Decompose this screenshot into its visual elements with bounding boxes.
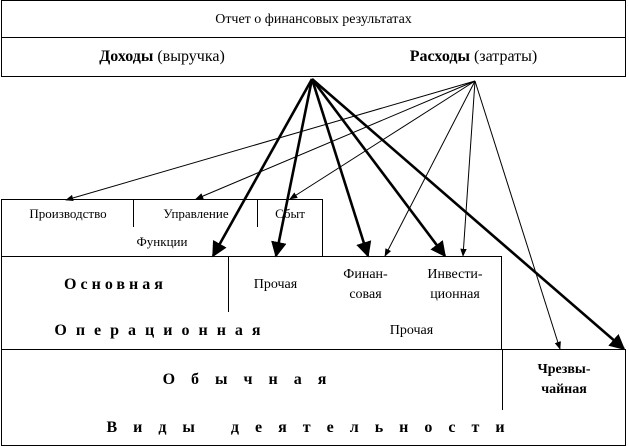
arrow-income-extraordinary bbox=[312, 79, 624, 349]
activity-extraordinary-l2: чайная bbox=[541, 382, 587, 397]
arrow-expense-financial bbox=[385, 81, 475, 256]
arrow-expense-extraordinary bbox=[475, 81, 560, 349]
function-sales-label: Сбыт bbox=[275, 205, 305, 221]
activity-types-label: Виды деятельности bbox=[106, 418, 521, 436]
function-production-label: Производство bbox=[29, 205, 107, 221]
arrow-income-other-operational bbox=[276, 79, 312, 256]
activity-ordinary-label: Обычная bbox=[162, 371, 343, 388]
arrow-income-investment bbox=[312, 79, 445, 256]
expense-sub: (затраты) bbox=[473, 48, 538, 65]
activity-financial-l1: Финан- bbox=[343, 266, 388, 282]
activity-other-fin-inv-label: Прочая bbox=[389, 322, 434, 338]
income-sub: (выручка) bbox=[157, 48, 225, 65]
expense-main: Расходы bbox=[409, 48, 470, 65]
activity-operational-label: Операционная bbox=[54, 321, 270, 339]
arrow-expense-production bbox=[66, 81, 475, 200]
function-management-label: Управление bbox=[163, 205, 229, 221]
income-main: Доходы bbox=[99, 48, 154, 65]
activity-other-operational-label: Прочая bbox=[253, 276, 298, 292]
activity-main-label: Основная bbox=[64, 275, 167, 293]
activity-investment-l1: Инвести- bbox=[427, 266, 483, 282]
activity-investment-l2: ционная bbox=[430, 286, 480, 302]
activity-extraordinary-l1: Чрезвы- bbox=[537, 362, 591, 377]
activity-financial-l2: совая bbox=[349, 286, 382, 302]
functions-label: Функции bbox=[136, 233, 188, 249]
arrow-income-main bbox=[213, 79, 312, 256]
arrow-income-financial bbox=[312, 79, 368, 256]
report-title-text: Отчет о финансовых результатах bbox=[215, 11, 412, 27]
arrow-expense-investment bbox=[463, 81, 475, 256]
